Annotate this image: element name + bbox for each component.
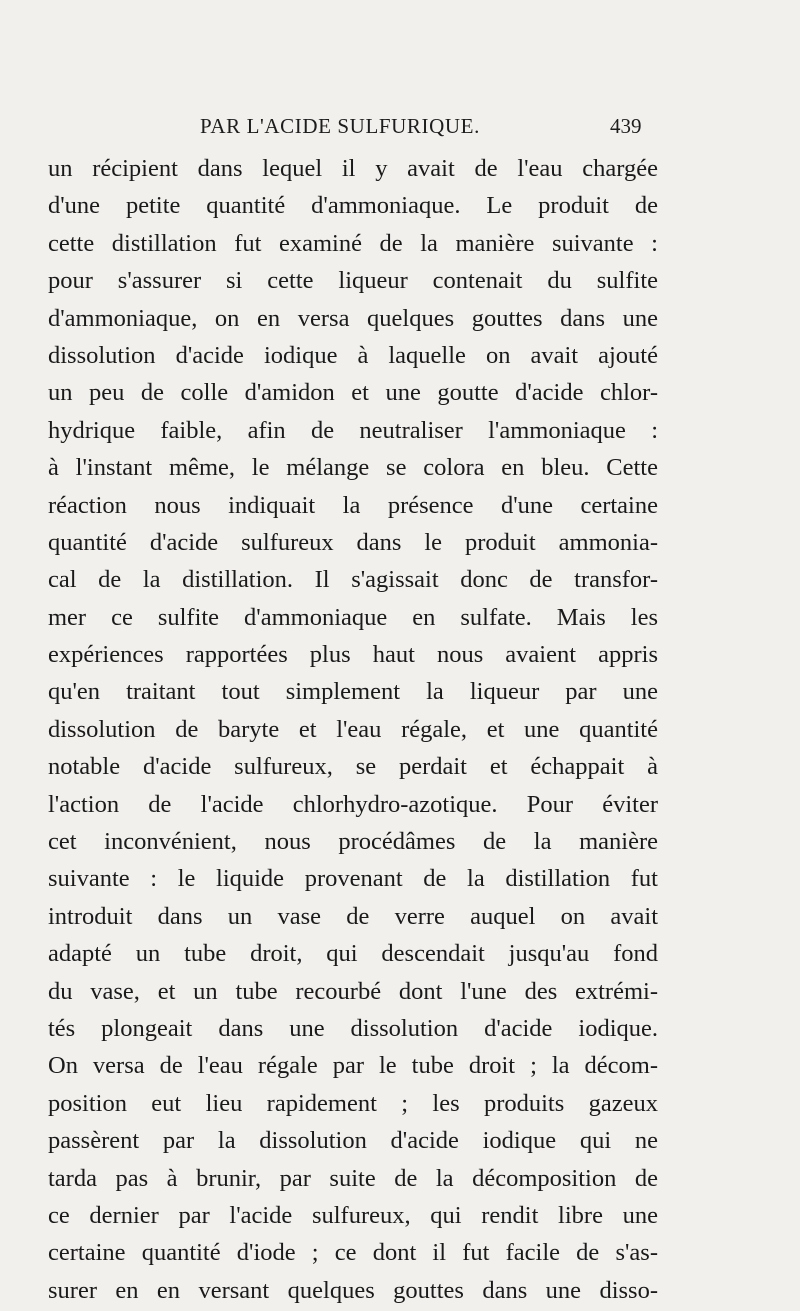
text-line: un récipient dans lequel il y avait de l'eau chargée bbox=[48, 155, 658, 182]
text-line: expériences rapportées plus haut nous avaient appris bbox=[48, 641, 658, 669]
text-line: notable d'acide sulfureux, se perdait et échappait à bbox=[48, 753, 658, 781]
text-line: d'une petite quantité d'ammoniaque. Le produit de bbox=[48, 192, 658, 220]
text-line: position eut lieu rapidement ; les produits gazeux bbox=[48, 1089, 658, 1117]
text-line: qu'en traitant tout simplement la liqueur par une bbox=[48, 678, 658, 706]
text-line: tarda pas à brunir, par suite de la décomposition de bbox=[48, 1164, 658, 1192]
text-line: certaine quantité d'iode ; ce dont il fut facile de s'as- bbox=[48, 1239, 658, 1267]
text-line: hydrique faible, afin de neutraliser l'ammoniaque : bbox=[48, 416, 658, 444]
text-line: tés plongeait dans une dissolution d'acide iodique. bbox=[48, 1014, 658, 1042]
text-line: ce dernier par l'acide sulfureux, qui rendit libre une bbox=[48, 1201, 658, 1229]
text-line: l'action de l'acide chlorhydro-azotique. Pour éviter bbox=[48, 790, 658, 818]
text-line: introduit dans un vase de verre auquel on avait bbox=[48, 902, 658, 930]
text-line: adapté un tube droit, qui descendait jusqu'au fond bbox=[48, 940, 658, 968]
text-line: du vase, et un tube recourbé dont l'une des extrémi- bbox=[48, 977, 658, 1005]
body-text bbox=[48, 150, 658, 1309]
text-line: d'ammoniaque, on en versa quelques gouttes dans une bbox=[48, 304, 658, 332]
page-header bbox=[0, 114, 800, 144]
text-line: dissolution de baryte et l'eau régale, et une quantité bbox=[48, 715, 658, 743]
text-line: un peu de colle d'amidon et une goutte d'acide chlor- bbox=[48, 379, 658, 407]
text-line: cette distillation fut examiné de la manière suivante : bbox=[48, 229, 658, 257]
text-line: passèrent par la dissolution d'acide iodique qui ne bbox=[48, 1127, 658, 1155]
text-line: cal de la distillation. Il s'agissait donc de transfor- bbox=[48, 566, 658, 594]
text-line: pour s'assurer si cette liqueur contenait du sulfite bbox=[48, 267, 658, 295]
text-line: mer ce sulfite d'ammoniaque en sulfate. Mais les bbox=[48, 603, 658, 631]
text-line: dissolution d'acide iodique à laquelle on avait ajouté bbox=[48, 341, 658, 369]
page-number: 439 bbox=[610, 114, 642, 138]
text-line: surer en en versant quelques gouttes dans une disso- bbox=[48, 1276, 658, 1304]
text-line: On versa de l'eau régale par le tube droit ; la décom- bbox=[48, 1052, 658, 1080]
running-title: PAR L'ACIDE SULFURIQUE. bbox=[200, 114, 480, 138]
text-line: suivante : le liquide provenant de la distillation fut bbox=[48, 865, 658, 893]
text-line: réaction nous indiquait la présence d'une certaine bbox=[48, 491, 658, 519]
text-line: cet inconvénient, nous procédâmes de la manière bbox=[48, 828, 658, 856]
text-line: quantité d'acide sulfureux dans le produit ammonia- bbox=[48, 528, 658, 556]
text-line: à l'instant même, le mélange se colora en bleu. Cette bbox=[48, 454, 658, 482]
